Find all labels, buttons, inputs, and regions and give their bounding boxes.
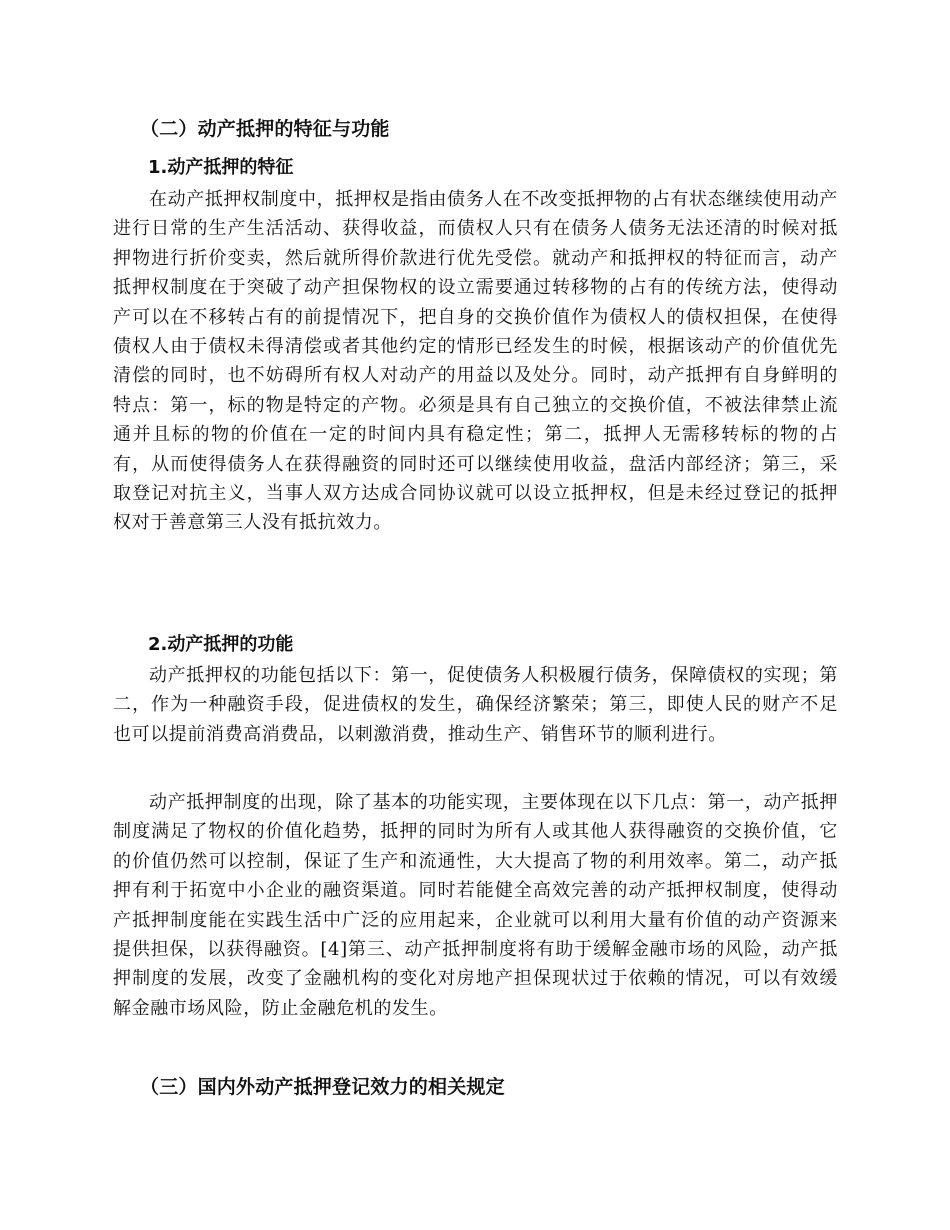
paragraph-functions-detail: 动产抵押制度的出现，除了基本的功能实现，主要体现在以下几点：第一，动产抵押制度满足了物权的价值化趋势，抵押的同时为所有人或其他人获得融资的交换价值，它的价值仍然可以控制，保证了生产和流通性，大大提高了物的利用效率。第二，动产抵押有利于拓宽中小企业的融资渠道。同时若能健全高效完善的动产抵押权制度，使得动产抵押制度能在实践生活中广泛的应用起来，企业就可以利用大量有价值的动产资源来提供担保，以获得融资。[4]第三、动产抵押制度将有助于缓解金融市场的风险，动产抵押制度的发展，改变了金融机构的变化对房地产担保现状过于依赖的情况，可以有效缓解金融市场风险，防止金融危机的发生。 bbox=[113, 792, 838, 1019]
subsection-heading-features: 1.动产抵押的特征 bbox=[148, 157, 294, 178]
subsection-heading-functions: 2.动产抵押的功能 bbox=[148, 634, 294, 655]
section-heading-3: （三）国内外动产抵押登记效力的相关规定 bbox=[140, 1076, 505, 1098]
paragraph-functions: 动产抵押权的功能包括以下：第一，促使债务人积极履行债务，保障债权的实现；第二，作为一种融资手段，促进债权的发生，确保经济繁荣；第三，即使人民的财产不足也可以提前消费高消费品，以刺激消费，推动生产、销售环节的顺利进行。 bbox=[113, 665, 838, 745]
paragraph-features: 在动产抵押权制度中，抵押权是指由债务人在不改变抵押物的占有状态继续使用动产进行日常的生产生活活动、获得收益，而债权人只有在债务人债务无法还清的时候对抵押物进行折价变卖，然后就所得价款进行优先受偿。就动产和抵押权的特征而言，动产抵押权制度在于突破了动产担保物权的设立需要通过转移物的占有的传统方法，使得动产可以在不移转占有的前提情况下，把自身的交换价值作为债权人的债权担保，在使得债权人由于债权未得清偿或者其他约定的情形已经发生的时候，根据该动产的价值优先清偿的同时，也不妨碍所有权人对动产的用益以及处分。同时，动产抵押有自身鲜明的特点：第一，标的物是特定的产物。必须是具有自己独立的交换价值，不被法律禁止流通并且标的物的价值在一定的时间内具有稳定性；第二，抵押人无需移转标的物的占有，从而使得债务人在获得融资的同时还可以继续使用收益，盘活内部经济；第三，采取登记对抗主义，当事人双方达成合同协议就可以设立抵押权，但是未经过登记的抵押权对于善意第三人没有抵抗效力。 bbox=[113, 189, 838, 534]
section-heading-2: （二）动产抵押的特征与功能 bbox=[140, 118, 390, 140]
